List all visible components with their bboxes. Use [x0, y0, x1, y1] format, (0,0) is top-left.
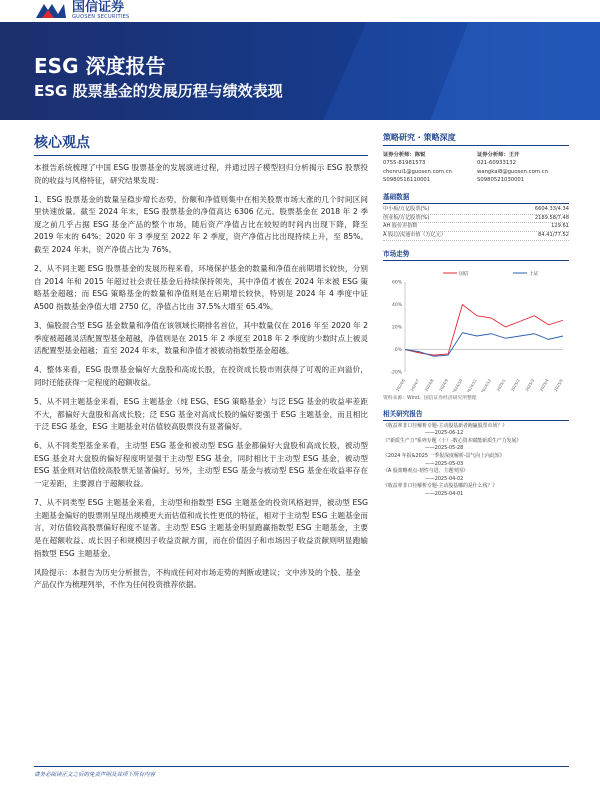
report-title[interactable]: 《A 股策略观点-韧性与进、主题突围》: [383, 468, 468, 475]
core-paragraph: 3、偏股混合型 ESG 基金数量和净值在该领域长期排名首位，其中数量仅在 2016 年至 2020 年 2 季度被超越灵活配置型基金超越，净值则是在 2015 年 2 季度至 2018 年 2 季度的少数时点上被灵活配置型基金超越；直至 2024 年末，数量和净值才被被动指数型基金超越。: [34, 321, 368, 356]
core-paragraph: 4、整体来看，ESG 股票基金偏好大盘股和高成长股，在投资成长股市则获得了可观的正向溢价，同时还能获得一定程度的超额收益。: [34, 365, 368, 387]
analyst-role: 证券分析师：: [477, 152, 509, 158]
core-views-title: 核心观点: [34, 132, 368, 156]
page-footer: [34, 766, 569, 778]
report-item[interactable]: [383, 468, 569, 483]
brand-logo: [34, 0, 130, 20]
basic-data-row: [383, 223, 569, 232]
basic-data-label: A 股总/流通市值（万亿元）: [383, 231, 446, 238]
basic-data-value: 129.61: [551, 223, 569, 230]
core-paragraph: 本报告系统梳理了中国 ESG 股票基金的发展演进过程，并通过因子模型回归分析揭示 ESG 股票投资的收益与风格特征，研究结果发现：: [34, 163, 368, 185]
analyst-license: S0980521030001: [477, 176, 525, 183]
analyst-list: [383, 151, 569, 184]
basic-data-title: 基础数据: [383, 191, 569, 204]
core-paragraph: 5、从不同主题基金来看，ESG 主题基金（纯 ESG、ESG 策略基金）与泛 ESG 基金的收益率差距不大，都偏好大盘股和高成长股；泛 ESG 基金对高成长股的偏好要强于 ESG 主题基金，而且相比于泛 ESG 基金，ESG 主题基金对估值较高股票没有显著偏好。: [34, 397, 368, 432]
basic-data-label: AH 股价差指数: [383, 223, 418, 230]
basic-data-label: 创业板/万亿股票(%): [383, 214, 430, 221]
x-tick-label: 2024/8: [423, 377, 435, 392]
report-title[interactable]: 《收益率非口径解析专题-主动股基哪的是什么线？》: [383, 483, 498, 490]
x-tick-label: 2025/2: [509, 377, 521, 392]
report-item[interactable]: [383, 453, 569, 468]
x-tick-label: 2025/1: [495, 377, 507, 392]
report-item[interactable]: [383, 483, 569, 498]
x-tick-label: 2025/5: [552, 377, 564, 392]
core-paragraph: 6、从不同类型基金来看，主动型 ESG 基金和被动型 ESG 基金都偏好大盘股和高成长股，被动型 ESG 基金对大盘股的偏好程度明显强于主动型 ESG 基金，同时相比于主动型 ESG 基金，被动型 ESG 基金则对估值较高股票无显著偏好。另外，主动型 ESG 基金与被动型 ESG 基金在收益率存在一定差距，主要源自于超额收益。: [34, 441, 368, 489]
related-reports-list: [383, 423, 569, 499]
brand-name-en: GUOSEN SECURITIES: [72, 13, 130, 20]
x-tick-label: 2025/3: [524, 377, 536, 392]
brand-name-cn: 国信证券: [72, 0, 125, 15]
related-reports-title: 相关研究报告: [383, 408, 569, 421]
analyst-card: [477, 151, 569, 184]
risk-label: 风险提示：: [34, 567, 72, 577]
core-paragraph: 7、从不同类型 ESG 主题基金来看，主动型和指数型 ESG 主题基金的投资风格迥异，被动型 ESG 主题基金偏好的股票则呈现出规模更大而估值和成长性更低的特征，相对于主动型 ESG 主题基金而言，对估值较高股票偏好程度不显著。主动型 ESG 主题基金明显跑赢指数型 ESG 主题基金，主要是在超额收益、成长因子和规模因子收益贡献方面，而在价值因子和市场因子收益贡献则明显跑输指数型 ESG 主题基金。: [34, 498, 368, 558]
basic-data-value: 6604.33/4.34: [534, 206, 569, 213]
report-title[interactable]: 《2024 年报&2025 一季报深度解析-景气向上向此短》: [383, 452, 505, 459]
basic-data-value: 84.41/77.52: [538, 231, 569, 238]
report-date: ——2025-05-03: [425, 460, 464, 467]
footer-disclaimer: 请务必阅读正文之后的免责声明及其项下所有内容: [34, 772, 156, 778]
report-item[interactable]: [383, 438, 569, 453]
x-tick-label: 2024/11: [465, 377, 478, 392]
market-trend-chart: [383, 264, 569, 392]
risk-warning: [34, 567, 368, 592]
basic-data-label: 中小板/万亿股票(%): [383, 206, 430, 213]
analyst-role: 证券分析师：: [383, 152, 415, 158]
banner-decoration: [260, 22, 600, 120]
risk-text: 本报告为历史分析报告，不构成任何对市场走势的判断或建议；文中涉及的个股、基金产品仅作为梳理列举，不作为任何投资推荐依据。: [34, 567, 361, 590]
analyst-phone: 021-60933132: [477, 160, 516, 167]
x-tick-label: 2024/10: [451, 377, 464, 392]
series-line-0: [405, 304, 563, 355]
x-tick-label: 2024/9: [437, 377, 449, 392]
chart-source-note: 资料来源：Wind、国信证券经济研究所整理: [383, 395, 477, 401]
market-trend-title: 市场走势: [383, 248, 569, 261]
top-strip: [0, 0, 600, 22]
core-paragraph: 2、从不同主题 ESG 股票基金的发展历程来看，环境保护基金的数量和净值在前期增长较快，分别自 2014 年和 2015 年超过社会责任基金后持续保持领先，其中净值才被在 2024 年末被 ESG 策略基金超越；而 ESG 策略基金的数量和净值则是在后期增长较快，特别是 2024 年 4 季度中证 A500 指数基金净值大增 2750 亿，净值占比由 37.5%大增至 65.4%。: [34, 264, 368, 311]
legend-label: 上证: [529, 271, 539, 277]
report-date: ——2025-04-02: [425, 475, 464, 482]
analyst-name: 王开: [508, 152, 520, 158]
sidebar: [383, 132, 569, 499]
core-views-section: [34, 132, 368, 592]
y-tick-label: 40%: [391, 302, 402, 308]
series-line-1: [405, 332, 563, 356]
legend-label: 国信: [459, 271, 469, 277]
analyst-license: S0980516110001: [383, 176, 431, 183]
basic-data-value: 2189.58/7.48: [534, 214, 569, 221]
report-title[interactable]: 《"新质生产力"系列专题（十）-数心资本赋能新质生产力发展》: [383, 437, 522, 444]
y-tick-label: -20%: [390, 370, 402, 376]
report-title[interactable]: 《收益率非口径解析专题-主动股基新者跑赢股票市场？》: [383, 422, 508, 429]
market-trend-svg: [383, 264, 569, 392]
title-banner: [0, 22, 600, 120]
report-date: ——2025-04-01: [425, 490, 464, 497]
analyst-card: [383, 151, 475, 184]
x-tick-label: 2024/6: [394, 377, 406, 392]
report-type-title: ESG 深度报告: [34, 54, 166, 78]
report-item[interactable]: [383, 423, 569, 438]
core-paragraph: 1、ESG 股票基金的数量呈稳步增长态势，份额和净值则集中在相关股票市场大涨的几个时间区间里快速放量。截至 2024 年末，ESG 股票基金的净值高达 6306 亿元。股票基金在 2018 年 2 季度之前几乎占据 ESG 基金产品的整个市场，随后资产净值占比在较短的时间内出现下降，降至 2019 年末的 64%；2020 年 3 季度至 2022 年 2 季度，资产净值占比出现持续上升，至 85%。截至 2024 年末，资产净值占比为 76%。: [34, 194, 368, 255]
basic-data-row: [383, 232, 569, 241]
analyst-phone: 0755-81981573: [383, 160, 426, 167]
report-date: ——2025-05-28: [425, 445, 464, 452]
sidebar-title: 策略研究 · 策略深度: [383, 132, 569, 146]
x-tick-label: 2024/7: [409, 377, 421, 392]
analyst-name: 陈锐: [414, 152, 426, 158]
brand-logo-icon: [34, 0, 68, 20]
analyst-email[interactable]: wangkai8@guosen.com.cn: [477, 168, 548, 175]
y-tick-label: 60%: [391, 280, 402, 286]
y-tick-label: 20%: [391, 325, 402, 331]
report-date: ——2025-06-12: [425, 430, 464, 437]
basic-data-table: [383, 206, 569, 240]
basic-data-row: [383, 206, 569, 215]
report-subtitle: ESG 股票基金的发展历程与绩效表现: [34, 82, 283, 100]
x-tick-label: 2025/4: [538, 377, 550, 392]
y-tick-label: 0%: [394, 347, 402, 353]
x-tick-label: 2024/12: [479, 377, 493, 392]
analyst-email[interactable]: chenrui1@guosen.com.cn: [383, 168, 452, 175]
